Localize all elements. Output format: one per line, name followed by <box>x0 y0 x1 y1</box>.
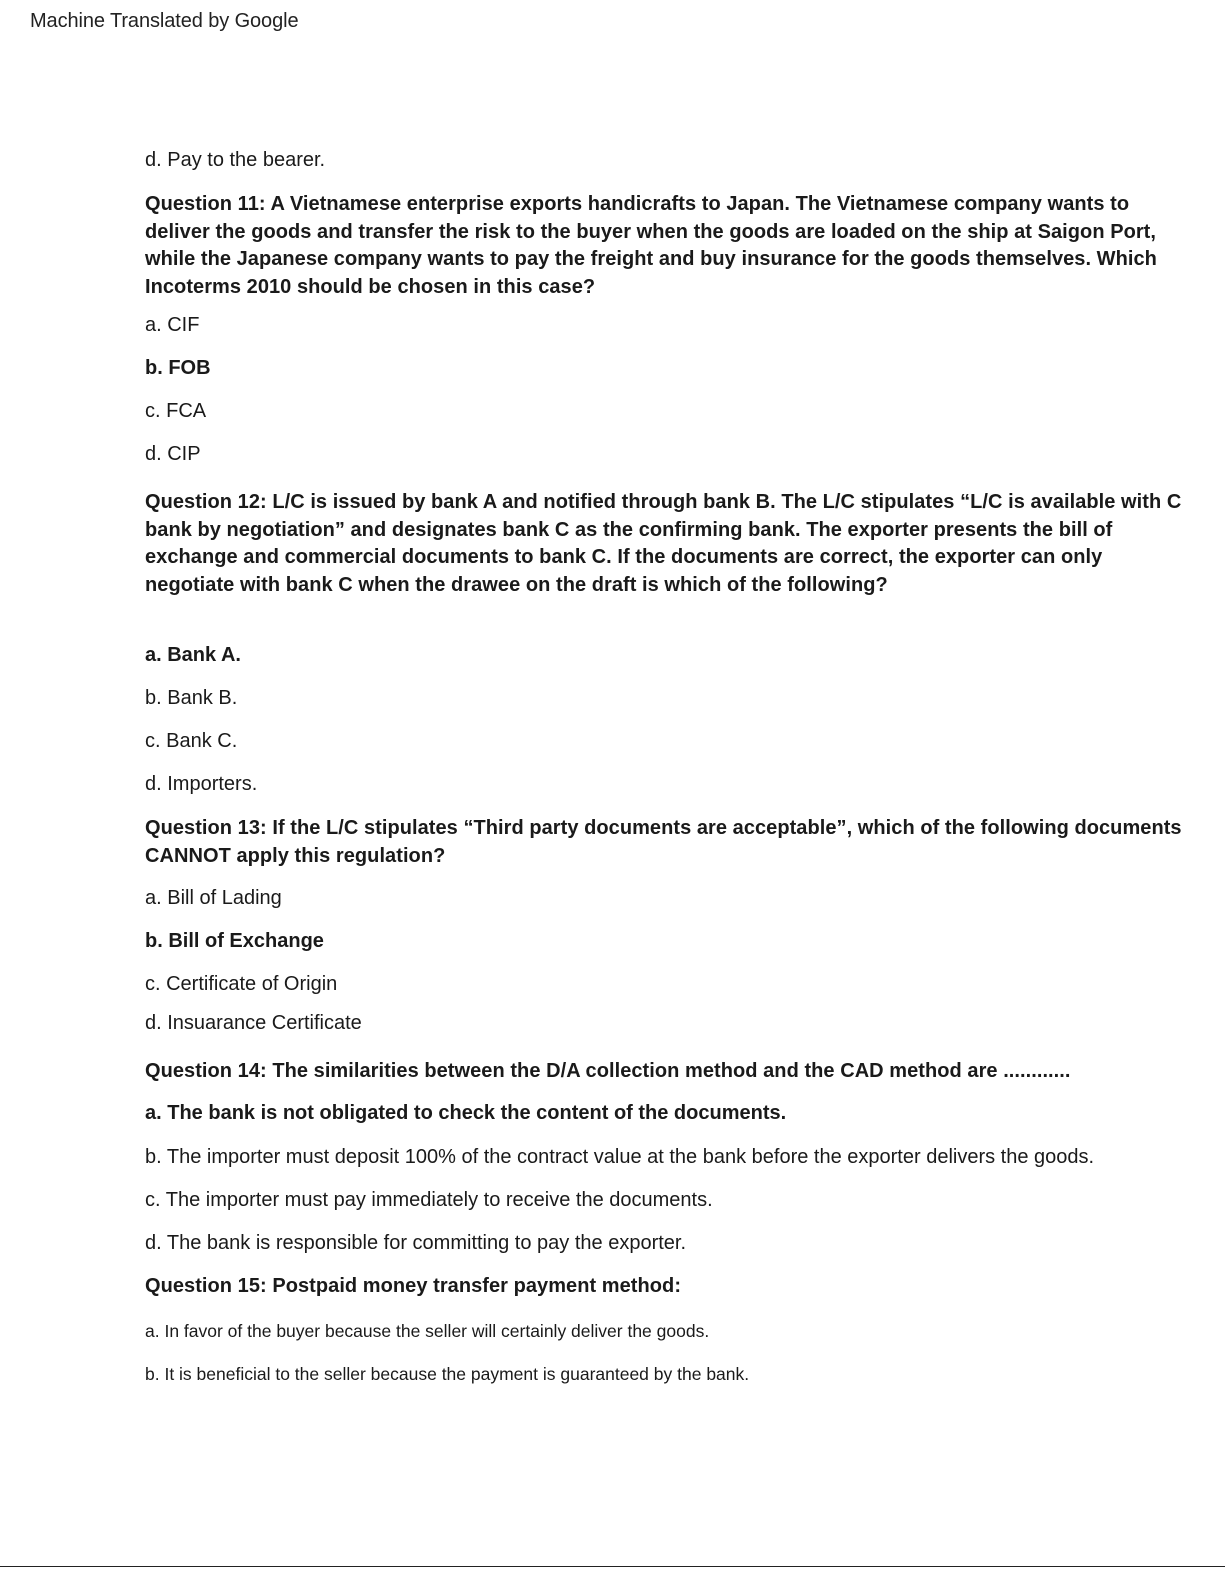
q11-option-d: d. CIP <box>145 443 201 465</box>
q11-option-a: a. CIF <box>145 314 200 336</box>
q13-option-c: c. Certificate of Origin <box>145 973 338 995</box>
question-12-text: Question 12: L/C is issued by bank A and notified through bank B. The L/C stipulates “L/C is available with C bank by negotiation” and designates bank C as the confirming bank. The exporter presents the bill of exchange and commercial documents to bank C. If the documents are correct, the exporter can only negotiate with bank C when the drawee on the draft is which of the following? <box>145 491 1182 596</box>
q14-option-c: c. The importer must pay immediately to receive the documents. <box>145 1189 713 1211</box>
translation-header: Machine Translated by Google <box>30 10 299 32</box>
q14-option-a: a. The bank is not obligated to check the content of the documents. <box>145 1102 787 1124</box>
page-bottom-border <box>0 1566 1225 1567</box>
q15-option-b: b. It is beneficial to the seller because the payment is guaranteed by the bank. <box>145 1364 750 1384</box>
q12-option-d: d. Importers. <box>145 773 258 795</box>
q11-option-b: b. FOB <box>145 357 211 379</box>
q13-option-a: a. Bill of Lading <box>145 887 282 909</box>
question-11-text: Question 11: A Vietnamese enterprise exports handicrafts to Japan. The Vietnamese company wants to deliver the goods and transfer the risk to the buyer when the goods are loaded on the ship at Saigon Port, while the Japanese company wants to pay the freight and buy insurance for the goods themselves. Which Incoterms 2010 should be chosen in this case? <box>145 193 1157 298</box>
q11-option-c: c. FCA <box>145 400 207 422</box>
q12-option-b: b. Bank B. <box>145 687 238 709</box>
q14-option-b: b. The importer must deposit 100% of the contract value at the bank before the exporter delivers the goods. <box>145 1146 1095 1168</box>
prev-answer-option-d: d. Pay to the bearer. <box>145 149 326 171</box>
q12-option-c: c. Bank C. <box>145 730 238 752</box>
question-15-text: Question 15: Postpaid money transfer payment method: <box>145 1275 682 1297</box>
q13-option-b: b. Bill of Exchange <box>145 930 324 952</box>
q12-option-a: a. Bank A. <box>145 644 241 666</box>
q14-option-d: d. The bank is responsible for committing to pay the exporter. <box>145 1232 687 1254</box>
q15-option-a: a. In favor of the buyer because the seller will certainly deliver the goods. <box>145 1321 710 1341</box>
question-13-text: Question 13: If the L/C stipulates “Third party documents are acceptable”, which of the following documents CANNOT apply this regulation? <box>145 817 1182 867</box>
q13-option-d: d. Insuarance Certificate <box>145 1012 362 1034</box>
question-14-text: Question 14: The similarities between the D/A collection method and the CAD method are ............ <box>145 1060 1071 1082</box>
